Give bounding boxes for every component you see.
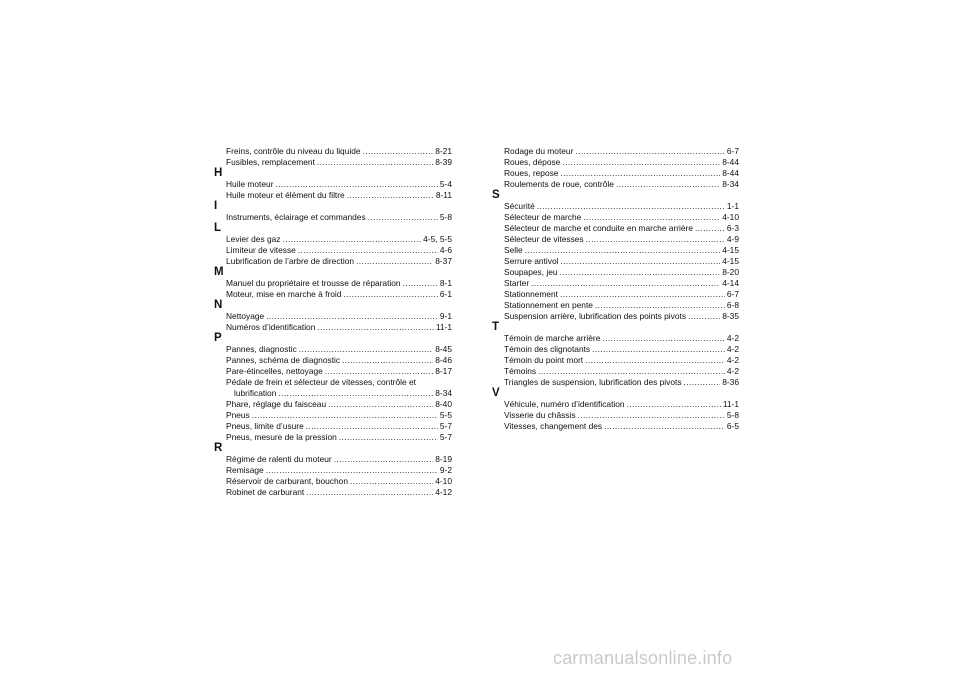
- index-section-letter: V: [492, 387, 500, 399]
- index-entry-text: Véhicule, numéro d’identification: [504, 399, 625, 409]
- index-section-letter: M: [214, 266, 224, 278]
- dot-leader: [363, 146, 434, 157]
- index-entry-text: Pare-étincelles, nettoyage: [226, 366, 323, 376]
- dot-leader: [252, 410, 438, 421]
- index-entry-text: Stationnement en pente: [504, 300, 593, 310]
- index-section-letter: I: [214, 200, 218, 212]
- dot-leader: [602, 333, 725, 344]
- index-entry-page: 5-8: [726, 410, 739, 420]
- index-entry-text: Roues, dépose: [504, 157, 561, 167]
- index-entry: [214, 421, 452, 432]
- index-entry-page: 8-36: [722, 377, 739, 387]
- index-column-left: [214, 146, 452, 498]
- index-entry-page: 5-7: [439, 432, 452, 442]
- index-entry: [492, 366, 739, 377]
- dot-leader: [325, 366, 433, 377]
- dot-leader: [538, 366, 725, 377]
- index-entry-page: 4-6: [439, 245, 452, 255]
- index-entry: [214, 278, 452, 289]
- dot-leader: [278, 388, 433, 399]
- dot-leader: [356, 256, 433, 267]
- dot-leader: [328, 399, 433, 410]
- index-entry-text: Témoin du point mort: [504, 355, 584, 365]
- index-section-letter: L: [214, 222, 222, 234]
- index-entry-text: Sélecteur de marche: [504, 212, 582, 222]
- index-section-letter: P: [214, 332, 222, 344]
- index-entry-page: 4-2: [726, 366, 739, 376]
- dot-leader: [592, 344, 725, 355]
- index-entry-text: Numéros d’identification: [226, 322, 316, 332]
- dot-leader: [266, 311, 438, 322]
- index-entry-page: 8-1: [439, 278, 452, 288]
- index-entry-text: Phare, réglage du faisceau: [226, 399, 327, 409]
- dot-leader: [342, 355, 433, 366]
- index-entry-text: Suspension arrière, lubrification des points pivots: [504, 311, 687, 321]
- index-entry-text: lubrification: [234, 388, 277, 398]
- dot-leader: [560, 256, 720, 267]
- index-entry-text: Vitesses, changement des: [504, 421, 603, 431]
- dot-leader: [604, 421, 725, 432]
- index-entry-text: Sélecteur de vitesses: [504, 234, 584, 244]
- index-entry-page: 4-2: [726, 355, 739, 365]
- index-entry-text: Instruments, éclairage et commandes: [226, 212, 366, 222]
- index-entry-page: 11-1: [435, 322, 452, 332]
- dot-leader: [350, 476, 433, 487]
- index-section-letter: N: [214, 299, 223, 311]
- index-entry: [492, 355, 739, 366]
- index-entry-text: Fusibles, remplacement: [226, 157, 315, 167]
- index-entry: [492, 146, 739, 157]
- dot-leader: [586, 234, 725, 245]
- index-entry-page: 4-2: [726, 333, 739, 343]
- index-entry-page: 8-21: [435, 146, 452, 156]
- index-entry-text: Lubrification de l’arbre de direction: [226, 256, 355, 266]
- dot-leader: [627, 399, 721, 410]
- index-entry-page: 4-10: [435, 476, 452, 486]
- index-entry: [214, 410, 452, 421]
- index-entry-page: 4-14: [722, 278, 739, 288]
- index-entry-text: Huile moteur: [226, 179, 274, 189]
- index-entry-page: 8-34: [435, 388, 452, 398]
- index-section-letter: R: [214, 442, 223, 454]
- dot-leader: [562, 157, 720, 168]
- dot-leader: [334, 454, 434, 465]
- index-entry: [492, 245, 739, 256]
- index-entry-page: 6-3: [726, 223, 739, 233]
- index-entry-text: Pannes, schéma de diagnostic: [226, 355, 341, 365]
- index-section-letter: H: [214, 167, 223, 179]
- index-entry-page: 8-35: [722, 311, 739, 321]
- index-entry: [492, 333, 739, 344]
- index-entry-page: 6-8: [726, 300, 739, 310]
- index-entry-page: 8-37: [435, 256, 452, 266]
- index-entry: [214, 311, 452, 322]
- dot-leader: [560, 168, 720, 179]
- index-entry: [492, 168, 739, 179]
- dot-leader: [347, 190, 434, 201]
- dot-leader: [343, 289, 437, 300]
- dot-leader: [531, 278, 720, 289]
- watermark-text: carmanualsonline.info: [553, 648, 733, 668]
- index-entry-page: 4-15: [722, 256, 739, 266]
- index-entry-text: Huile moteur et élément du filtre: [226, 190, 345, 200]
- index-entry: [214, 190, 452, 201]
- index-entry-text: Témoin des clignotants: [504, 344, 591, 354]
- index-entry: [214, 212, 452, 223]
- index-entry: [492, 201, 739, 212]
- index-entry-text: Témoins: [504, 366, 537, 376]
- index-entry: [492, 157, 739, 168]
- index-entry: [492, 267, 739, 278]
- index-entry-page: 4-2: [726, 344, 739, 354]
- index-entry-text: Robinet de carburant: [226, 487, 305, 497]
- index-entry-page: 4-15: [722, 245, 739, 255]
- index-entry: [214, 146, 452, 157]
- index-entry-text: Témoin de marche arrière: [504, 333, 601, 343]
- dot-leader: [560, 289, 725, 300]
- index-entry-text: Roues, repose: [504, 168, 559, 178]
- index-entry-text: Visserie du châssis: [504, 410, 576, 420]
- index-entry-page: 8-39: [435, 157, 452, 167]
- index-entry-text: Moteur, mise en marche à froid: [226, 289, 342, 299]
- index-entry-page: 5-4: [439, 179, 452, 189]
- index-entry: [214, 476, 452, 487]
- dot-leader: [560, 267, 721, 278]
- dot-leader: [403, 278, 438, 289]
- dot-leader: [595, 300, 725, 311]
- index-entry-page: 8-34: [722, 179, 739, 189]
- index-entry: [214, 322, 452, 333]
- index-entry: [214, 344, 452, 355]
- index-entry-text: Nettoyage: [226, 311, 265, 321]
- dot-leader: [368, 212, 438, 223]
- index-entry: [214, 432, 452, 443]
- dot-leader: [578, 410, 725, 421]
- index-entry: [492, 179, 739, 190]
- index-entry-page: 6-5: [726, 421, 739, 431]
- index-entry-text: Remisage: [226, 465, 264, 475]
- index-entry: [492, 421, 739, 432]
- index-entry-text: Triangles de suspension, lubrification des pivots: [504, 377, 682, 387]
- dot-leader: [575, 146, 725, 157]
- index-entry-text: Pannes, diagnostic: [226, 344, 297, 354]
- index-entry-text: Roulements de roue, contrôle: [504, 179, 614, 189]
- index-entry-text: Serrure antivol: [504, 256, 559, 266]
- dot-leader: [306, 487, 433, 498]
- index-entry-page: 5-5: [439, 410, 452, 420]
- index-entry-page: 8-40: [435, 399, 452, 409]
- index-entry-page: 9-1: [439, 311, 452, 321]
- index-entry: [214, 179, 452, 190]
- index-entry-page: 9-2: [439, 465, 452, 475]
- dot-leader: [266, 465, 438, 476]
- index-entry: [214, 465, 452, 476]
- index-entry-text: Stationnement: [504, 289, 559, 299]
- dot-leader: [583, 212, 720, 223]
- index-entry: [492, 399, 739, 410]
- dot-leader: [695, 223, 725, 234]
- index-entry: [492, 256, 739, 267]
- dot-leader: [282, 234, 421, 245]
- index-entry-text: Starter: [504, 278, 530, 288]
- dot-leader: [525, 245, 721, 256]
- index-entry: [492, 278, 739, 289]
- index-entry-text: Sélecteur de marche et conduite en marche arrière: [504, 223, 694, 233]
- index-entry: [492, 311, 739, 322]
- index-entry: [492, 223, 739, 234]
- index-entry-page: 6-1: [439, 289, 452, 299]
- index-entry: [214, 355, 452, 366]
- index-entry-text: Pédale de frein et sélecteur de vitesses, contrôle et: [226, 377, 416, 387]
- index-entry-page: 6-7: [726, 289, 739, 299]
- index-entry-text: Levier des gaz: [226, 234, 281, 244]
- index-entry-page: 8-46: [435, 355, 452, 365]
- index-entry-page: 4-10: [722, 212, 739, 222]
- index-entry-text: Réservoir de carburant, bouchon: [226, 476, 348, 486]
- index-entry-page: 8-19: [435, 454, 452, 464]
- index-entry: [214, 366, 452, 377]
- index-entry-page: 8-45: [435, 344, 452, 354]
- index-entry: [492, 410, 739, 421]
- index-entry: [214, 487, 452, 498]
- index-entry: [214, 454, 452, 465]
- index-entry: [492, 300, 739, 311]
- index-entry-text: Selle: [504, 245, 523, 255]
- index-entry: [492, 234, 739, 245]
- index-entry-text: Pneus, mesure de la pression: [226, 432, 337, 442]
- index-entry-page: 8-44: [722, 168, 739, 178]
- index-entry-text: Rodage du moteur: [504, 146, 574, 156]
- index-entry: [214, 399, 452, 410]
- index-entry: [214, 289, 452, 300]
- dot-leader: [298, 245, 438, 256]
- index-entry-page: 4-9: [726, 234, 739, 244]
- index-entry: [214, 234, 452, 245]
- dot-leader: [684, 377, 721, 388]
- index-entry: [492, 289, 739, 300]
- dot-leader: [688, 311, 720, 322]
- index-section-letter: S: [492, 189, 500, 201]
- index-column-right: [492, 146, 739, 432]
- index-entry-page: 6-7: [726, 146, 739, 156]
- index-entry-page: 5-7: [439, 421, 452, 431]
- index-entry-text: Sécurité: [504, 201, 535, 211]
- index-entry: [214, 388, 452, 399]
- dot-leader: [317, 157, 433, 168]
- index-entry-page: 1-1: [726, 201, 739, 211]
- index-entry-text: Régime de ralenti du moteur: [226, 454, 332, 464]
- index-entry-text: Limiteur de vitesse: [226, 245, 296, 255]
- index-entry-text: Freins, contrôle du niveau du liquide: [226, 146, 361, 156]
- index-entry: [492, 377, 739, 388]
- dot-leader: [339, 432, 438, 443]
- dot-leader: [306, 421, 438, 432]
- dot-leader: [616, 179, 720, 190]
- index-entry-page: 8-44: [722, 157, 739, 167]
- dot-leader: [585, 355, 725, 366]
- index-entry-page: 8-11: [435, 190, 452, 200]
- index-section-letter: T: [492, 321, 500, 333]
- index-entry-page: 8-20: [722, 267, 739, 277]
- index-entry-page: 11-1: [722, 399, 739, 409]
- index-entry-text: Pneus, limite d’usure: [226, 421, 304, 431]
- index-entry-page: 4-5, 5-5: [423, 234, 452, 244]
- index-entry-text: Pneus: [226, 410, 250, 420]
- index-entry: [214, 256, 452, 267]
- index-entry: [492, 212, 739, 223]
- index-entry-page: 5-8: [439, 212, 452, 222]
- index-entry-page: 4-12: [435, 487, 452, 497]
- index-entry-page: 8-17: [435, 366, 452, 376]
- index-entry: [214, 157, 452, 168]
- dot-leader: [275, 179, 437, 190]
- index-entry-text: Soupapes, jeu: [504, 267, 558, 277]
- dot-leader: [299, 344, 433, 355]
- dot-leader: [537, 201, 725, 212]
- index-entry: [214, 245, 452, 256]
- index-entry-text: Manuel du propriétaire et trousse de réparation: [226, 278, 401, 288]
- dot-leader: [317, 322, 433, 333]
- index-entry: [492, 344, 739, 355]
